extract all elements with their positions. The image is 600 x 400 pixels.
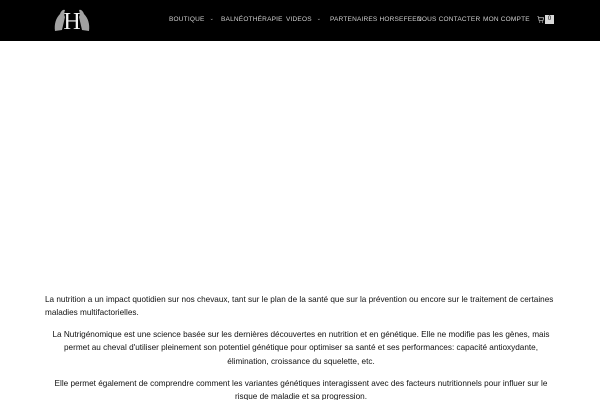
main-content — [45, 293, 557, 400]
chevron-down-icon: ⌄ — [316, 15, 322, 22]
nutrigenomics-paragraph: La Nutrigénomique est une science basée sur les dernières découvertes en nutrition et en génétique. Elle ne modifie pas les gènes, mais permet au cheval d'utiliser pleinement son potentiel génétique pour optimiser sa santé et ses performances: capacité antioxydante, élimination, croissance du squelette, etc. — [52, 330, 550, 366]
cart-icon — [537, 16, 544, 23]
cart-count-badge: 0 — [545, 15, 554, 24]
svg-text:H: H — [63, 9, 81, 34]
horsefeed-logo[interactable] — [52, 6, 92, 34]
site-header — [0, 0, 600, 41]
nav-item-nous-contacter[interactable]: NOUS CONTACTER — [417, 16, 481, 23]
chevron-down-icon: ⌄ — [209, 15, 214, 22]
nav-item-boutique[interactable]: BOUTIQUE ⌄ — [169, 15, 214, 23]
nav-item-mon-compte[interactable]: MON COMPTE — [483, 16, 530, 23]
nav-item-balneotherapie[interactable]: BALNÉOTHÉRAPIE — [221, 16, 283, 23]
genetic-variants-paragraph: Elle permet également de comprendre comment les variantes génétiques interagissent avec des facteurs nutritionnels pour influer sur le risque de maladie et sa progression. — [54, 378, 548, 400]
nav-item-videos[interactable]: VIDEOS ⌄ — [286, 15, 322, 23]
nav-item-partenaires-horsefeed[interactable]: PARTENAIRES HORSEFEED — [330, 16, 422, 23]
cart-button[interactable] — [537, 15, 554, 24]
intro-paragraph: La nutrition a un impact quotidien sur nos chevaux, tant sur le plan de la santé que sur la prévention ou encore sur le traitement de certaines maladies multifactorielles. — [45, 295, 554, 318]
